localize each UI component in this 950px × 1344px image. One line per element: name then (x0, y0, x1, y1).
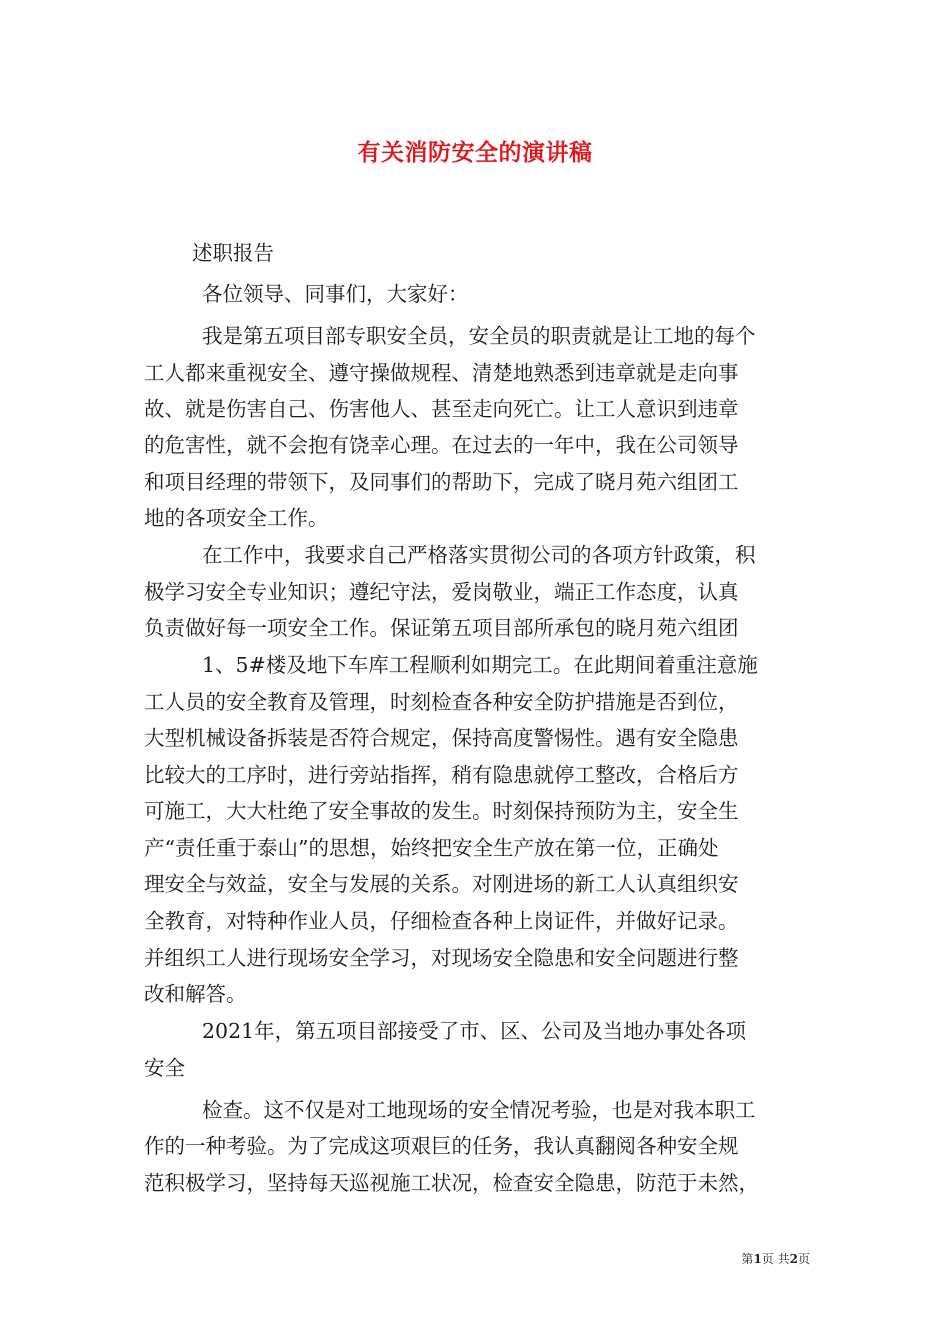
text-line: 和项目经理的带领下，及同事们的帮助下，完成了晓月苑六组团工 (144, 470, 739, 494)
text-line: 全教育，对特种作业人员，仔细检查各种上岗证件，并做好记录。 (144, 909, 739, 933)
page-footer (741, 1250, 810, 1267)
text-line: 范积极学习，坚持每天巡视施工状况，检查安全隐患，防范于未然， (144, 1171, 759, 1195)
text-line: 工人都来重视安全、遵守操做规程、清楚地熟悉到违章就是走向事 (144, 361, 739, 385)
text-line: 地的各项安全工作。 (144, 506, 329, 530)
footer-suffix: 页 (797, 1252, 810, 1266)
text-line: 在工作中，我要求自己严格落实贯彻公司的各项方针政策，积 (202, 543, 756, 567)
text-line: 理安全与效益，安全与发展的关系。对刚进场的新工人认真组织安 (144, 872, 739, 896)
text-line: 述职报告 (192, 241, 274, 265)
text-line: 安全 (144, 1056, 185, 1080)
total-pages-number: 2 (789, 1252, 798, 1266)
text-line: 故、就是伤害自己、伤害他人、甚至走向死亡。让工人意识到违章 (144, 397, 739, 421)
text-line: 工人员的安全教育及管理，时刻检查各种安全防护措施是否到位， (144, 690, 739, 714)
text-line: 1、5#楼及地下车库工程顺利如期完工。在此期间着重注意施 (202, 653, 758, 677)
text-line: 极学习安全专业知识；遵纪守法，爱岗敬业，端正工作态度，认真 (144, 580, 739, 604)
text-line: 并组织工人进行现场安全学习，对现场安全隐患和安全问题进行整 (144, 946, 739, 970)
text-line: 产“责任重于泰山”的思想，始终把安全生产放在第一位，正确处 (144, 836, 719, 860)
text-line: 负责做好每一项安全工作。保证第五项目部所承包的晓月苑六组团 (144, 616, 739, 640)
text-line: 我是第五项目部专职安全员，安全员的职责就是让工地的每个 (202, 324, 756, 348)
text-line: 各位领导、同事们，大家好： (202, 282, 469, 306)
footer-prefix: 第 (741, 1252, 754, 1266)
text-line: 检查。这不仅是对工地现场的安全情况考验，也是对我本职工 (202, 1098, 756, 1122)
footer-middle: 页 共 (761, 1252, 790, 1266)
text-line: 比较大的工序时，进行旁站指挥，稍有隐患就停工整改，合格后方 (144, 763, 739, 787)
current-page-number: 1 (753, 1252, 762, 1266)
text-line: 改和解答。 (144, 982, 247, 1006)
document-title: 有关消防安全的演讲稿 (357, 140, 593, 166)
text-line: 可施工，大大杜绝了安全事故的发生。时刻保持预防为主，安全生 (144, 799, 739, 823)
text-line: 2021年，第五项目部接受了市、区、公司及当地办事处各项 (202, 1019, 747, 1043)
text-line: 作的一种考验。为了完成这项艰巨的任务，我认真翻阅各种安全规 (144, 1134, 739, 1158)
text-line: 的危害性，就不会抱有饶幸心理。在过去的一年中，我在公司领导 (144, 433, 739, 457)
text-line: 大型机械设备拆装是否符合规定，保持高度警惕性。遇有安全隐患 (144, 726, 739, 750)
